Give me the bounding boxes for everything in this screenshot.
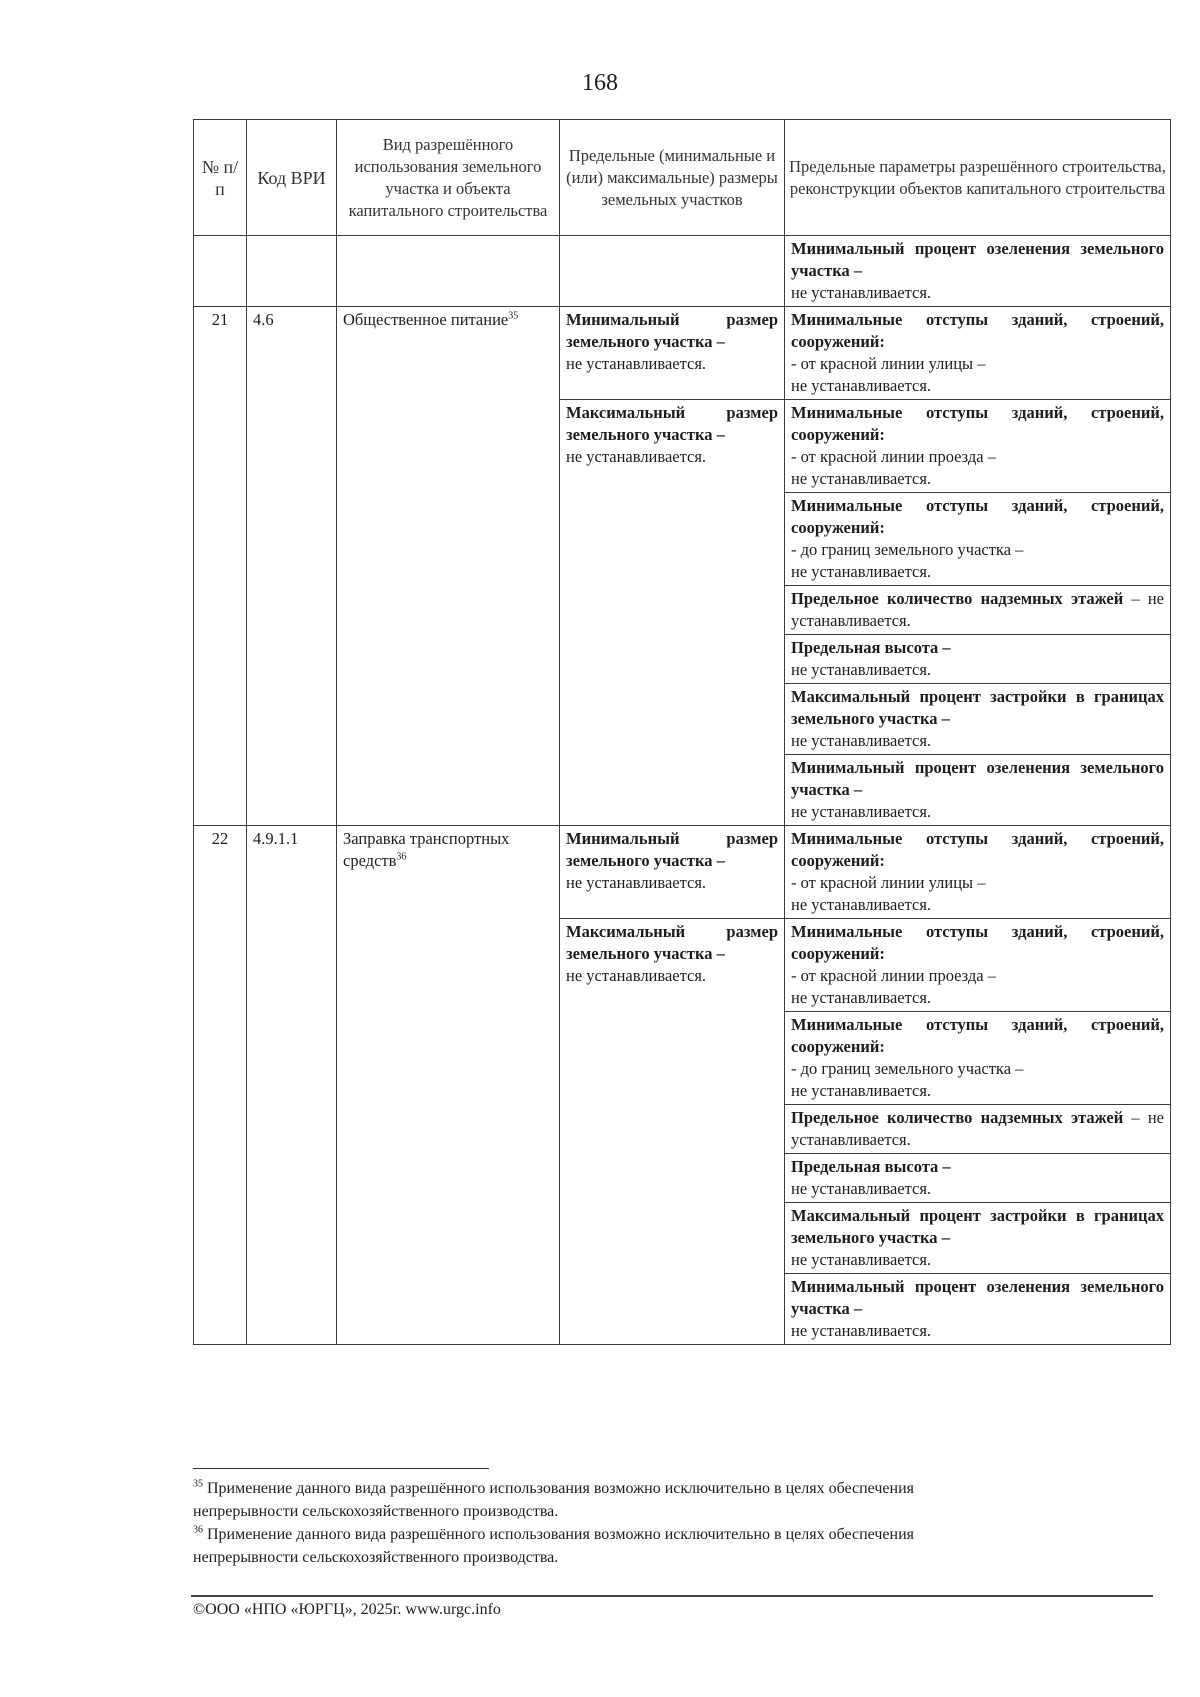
param-cell: Минимальные отступы зданий, строений, сооружений: - до границ земельного участка – не устанавливается.	[785, 493, 1171, 586]
param-cell: Минимальные отступы зданий, строений, сооружений: - от красной линии проезда – не устанавливается.	[785, 919, 1171, 1012]
param-cell: Минимальный процент озеленения земельного участка – не устанавливается.	[785, 755, 1171, 826]
row-number: 22	[194, 826, 247, 1345]
header-number: № п/п	[194, 120, 247, 236]
row-number: 21	[194, 307, 247, 826]
cell-empty	[194, 236, 247, 307]
param-cell: Минимальные отступы зданий, строений, сооружений: - от красной линии улицы – не устанавливается.	[785, 826, 1171, 919]
param-cell: Минимальный процент озеленения земельного участка – не устанавливается.	[785, 236, 1171, 307]
table-row	[194, 826, 1171, 919]
page-number: 168	[582, 70, 618, 96]
cell-empty	[247, 236, 337, 307]
max-size-cell: Максимальный размер земельного участка – не устанавливается.	[560, 919, 785, 1345]
row-code: 4.6	[247, 307, 337, 826]
min-size-cell: Минимальный размер земельного участка – не устанавливается.	[560, 307, 785, 400]
header-plot-size: Предельные (минимальные и (или) максимальные) размеры земельных участков	[560, 120, 785, 236]
param-cell: Предельное количество надземных этажей – не устанавливается.	[785, 1105, 1171, 1154]
param-cell: Максимальный процент застройки в границах земельного участка – не устанавливается.	[785, 684, 1171, 755]
header-code: Код ВРИ	[247, 120, 337, 236]
param-cell: Предельное количество надземных этажей – не устанавливается.	[785, 586, 1171, 635]
row-code: 4.9.1.1	[247, 826, 337, 1345]
header-use-type: Вид разрешённого использования земельного участка и объекта капитального строительства	[337, 120, 560, 236]
param-cell: Предельная высота – не устанавливается.	[785, 635, 1171, 684]
param-cell: Минимальный процент озеленения земельного участка – не устанавливается.	[785, 1274, 1171, 1345]
footnotes	[193, 1477, 993, 1569]
footer-rule	[191, 1595, 1153, 1597]
cell-empty	[560, 236, 785, 307]
param-cell: Предельная высота – не устанавливается.	[785, 1154, 1171, 1203]
row-use-name: Общественное питание$^{35}$	[337, 307, 560, 826]
param-cell: Минимальные отступы зданий, строений, сооружений: - от красной линии проезда – не устанавливается.	[785, 400, 1171, 493]
header-build-params: Предельные параметры разрешённого строительства, реконструкции объектов капитального строительства	[785, 120, 1171, 236]
max-size-cell: Максимальный размер земельного участка – не устанавливается.	[560, 400, 785, 826]
table-row-continuation	[194, 236, 1171, 307]
row-use-name: Заправка транспортных средств$^{36}$	[337, 826, 560, 1345]
table-header-row	[194, 120, 1171, 236]
table-row	[194, 307, 1171, 400]
min-size-cell: Минимальный размер земельного участка – не устанавливается.	[560, 826, 785, 919]
footnote: $^{36}$ Применение данного вида разрешённого использования возможно исключительно в целях обеспечения непрерывности сельскохозяйственного производства.	[193, 1524, 914, 1566]
param-cell: Минимальные отступы зданий, строений, сооружений: - от красной линии улицы – не устанавливается.	[785, 307, 1171, 400]
copyright: ©ООО «НПО «ЮРГЦ», 2025г. www.urgc.info	[193, 1601, 501, 1618]
footnote-separator	[193, 1468, 489, 1469]
regulations-table	[193, 119, 1171, 1345]
param-cell: Максимальный процент застройки в границах земельного участка – не устанавливается.	[785, 1203, 1171, 1274]
cell-empty	[337, 236, 560, 307]
footnote: $^{35}$ Применение данного вида разрешённого использования возможно исключительно в целях обеспечения непрерывности сельскохозяйственного производства.	[193, 1478, 914, 1520]
param-cell: Минимальные отступы зданий, строений, сооружений: - до границ земельного участка – не устанавливается.	[785, 1012, 1171, 1105]
